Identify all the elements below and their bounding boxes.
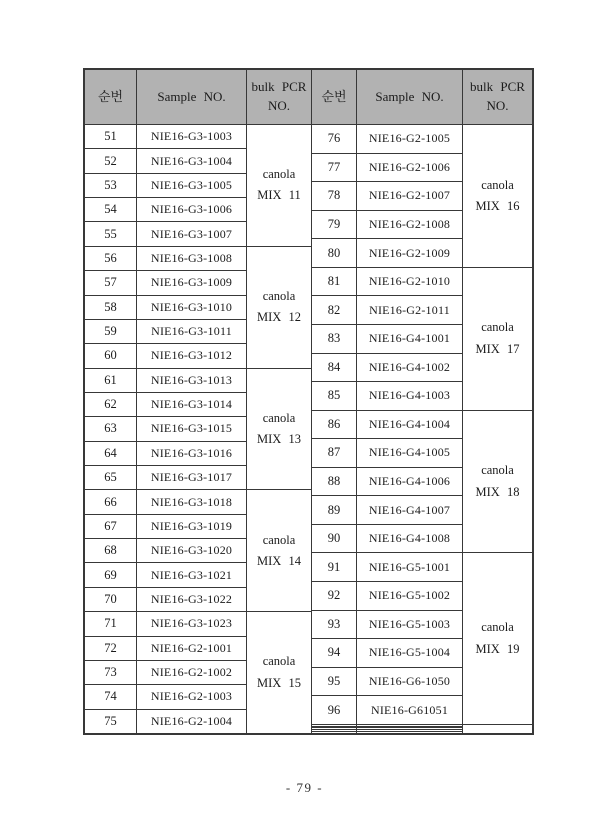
row-number-cell: 84 (312, 353, 357, 382)
sample-no-cell: NIE16-G3-1015 (137, 417, 247, 441)
bulk-pcr-cell (247, 368, 312, 490)
sample-no-cell: NIE16-G2-1009 (357, 239, 463, 268)
bulk-pcr-label-line1: canola (262, 654, 296, 669)
bulk-pcr-label-line1: canola (481, 463, 514, 478)
row-number-cell: 62 (85, 392, 137, 416)
sample-no-cell: NIE16-G2-1008 (357, 210, 463, 239)
row-number-cell: 75 (85, 709, 137, 733)
table-row (85, 612, 312, 636)
sample-pcr-table (83, 68, 534, 735)
bulk-pcr-label-line2: MIX 11 (257, 188, 301, 203)
row-number-cell: 86 (312, 410, 357, 439)
sample-no-cell: NIE16-G4-1008 (357, 524, 463, 553)
sample-no-cell: NIE16-G5-1004 (357, 639, 463, 668)
row-number-cell: 85 (312, 382, 357, 411)
header-row (312, 70, 533, 125)
row-number-cell: 57 (85, 271, 137, 295)
sample-no-cell: NIE16-G3-1017 (137, 466, 247, 490)
bulk-pcr-cell (247, 125, 312, 247)
bulk-pcr-label-line1: canola (481, 177, 514, 192)
bulk-pcr-label-line2: MIX 18 (475, 484, 520, 499)
row-number-cell: 69 (85, 563, 137, 587)
bulk-pcr-cell (463, 125, 533, 268)
sample-no-cell: NIE16-G3-1022 (137, 587, 247, 611)
sample-no-cell: NIE16-G4-1006 (357, 467, 463, 496)
header-sample-no: Sample NO. (357, 70, 463, 125)
sample-no-cell: NIE16-G3-1012 (137, 344, 247, 368)
row-number-cell: 51 (85, 125, 137, 149)
bulk-pcr-cell (247, 490, 312, 612)
sample-no-cell: NIE16-G3-1021 (137, 563, 247, 587)
sample-no-cell: NIE16-G2-1010 (357, 267, 463, 296)
row-number-cell: 88 (312, 467, 357, 496)
sample-no-cell: NIE16-G3-1018 (137, 490, 247, 514)
bulk-pcr-label-line2: MIX 13 (257, 431, 301, 446)
table-row (85, 490, 312, 514)
sample-no-cell: NIE16-G4-1005 (357, 439, 463, 468)
header-bulk-pcr (247, 70, 312, 125)
row-number-cell: 58 (85, 295, 137, 319)
header-bulk-pcr-line2: NO. (267, 98, 291, 113)
sample-no-cell: NIE16-G4-1001 (357, 324, 463, 353)
row-number-cell: 66 (85, 490, 137, 514)
row-number-cell: 71 (85, 612, 137, 636)
row-number-cell: 64 (85, 441, 137, 465)
row-number-cell: 77 (312, 153, 357, 182)
bulk-pcr-cell (463, 267, 533, 410)
bulk-pcr-label-line1: canola (262, 288, 296, 303)
bulk-pcr-label-line2: MIX 19 (475, 641, 520, 656)
header-seq: 순번 (85, 70, 137, 125)
sample-no-cell: NIE16-G3-1010 (137, 295, 247, 319)
sample-no-cell: NIE16-G3-1014 (137, 392, 247, 416)
sample-no-cell: NIE16-G2-1001 (137, 636, 247, 660)
bulk-pcr-label-line2: MIX 12 (257, 310, 301, 325)
sample-no-cell: NIE16-G3-1008 (137, 246, 247, 270)
sample-no-cell (357, 731, 463, 733)
bulk-pcr-cell (463, 410, 533, 553)
sample-no-cell: NIE16-G3-1003 (137, 125, 247, 149)
row-number-cell: 70 (85, 587, 137, 611)
bulk-pcr-cell (463, 553, 533, 724)
sample-no-cell: NIE16-G2-1002 (137, 660, 247, 684)
row-number-cell: 81 (312, 267, 357, 296)
row-number-cell: 91 (312, 553, 357, 582)
bulk-pcr-label-line2: MIX 14 (257, 553, 301, 568)
sample-no-cell: NIE16-G5-1002 (357, 582, 463, 611)
row-number-cell: 65 (85, 466, 137, 490)
sample-no-cell: NIE16-G3-1005 (137, 173, 247, 197)
header-bulk-pcr-line2: NO. (486, 98, 509, 113)
sample-no-cell: NIE16-G4-1004 (357, 410, 463, 439)
bulk-pcr-label-line1: canola (481, 320, 514, 335)
sample-no-cell: NIE16-G3-1011 (137, 319, 247, 343)
bulk-pcr-label-line2: MIX 17 (475, 341, 520, 356)
row-number-cell: 63 (85, 417, 137, 441)
row-number-cell: 92 (312, 582, 357, 611)
row-number-cell: 67 (85, 514, 137, 538)
bulk-pcr-label-line1: canola (481, 620, 514, 635)
row-number-cell: 60 (85, 344, 137, 368)
sample-no-cell: NIE16-G4-1002 (357, 353, 463, 382)
header-bulk-pcr-line1: bulk PCR (470, 79, 525, 95)
table-row (85, 125, 312, 149)
sample-no-cell: NIE16-G2-1011 (357, 296, 463, 325)
sample-no-cell: NIE16-G3-1009 (137, 271, 247, 295)
sample-no-cell: NIE16-G2-1004 (137, 709, 247, 733)
row-number-cell: 79 (312, 210, 357, 239)
row-number-cell: 80 (312, 239, 357, 268)
row-number-cell: 89 (312, 496, 357, 525)
table-row (85, 246, 312, 270)
header-row (85, 70, 312, 125)
sample-no-cell: NIE16-G3-1006 (137, 198, 247, 222)
row-number-cell: 94 (312, 639, 357, 668)
row-number-cell: 93 (312, 610, 357, 639)
bulk-pcr-cell (247, 612, 312, 734)
sample-no-cell: NIE16-G6-1050 (357, 667, 463, 696)
bulk-pcr-label-line1: canola (262, 532, 296, 547)
sample-no-cell: NIE16-G2-1006 (357, 153, 463, 182)
sample-no-cell: NIE16-G2-1003 (137, 685, 247, 709)
sample-no-cell: NIE16-G5-1001 (357, 553, 463, 582)
row-number-cell: 72 (85, 636, 137, 660)
sample-no-cell: NIE16-G3-1004 (137, 149, 247, 173)
row-number-cell: 74 (85, 685, 137, 709)
row-number-cell: 68 (85, 539, 137, 563)
table-row (85, 368, 312, 392)
row-number-cell: 54 (85, 198, 137, 222)
page-number: - 79 - (285, 780, 324, 795)
bulk-pcr-label-line1: canola (262, 167, 296, 182)
table-row (312, 125, 533, 154)
table-body-right (312, 125, 533, 734)
row-number-cell (312, 731, 357, 733)
sample-no-cell: NIE16-G3-1016 (137, 441, 247, 465)
row-number-cell: 76 (312, 125, 357, 154)
row-number-cell: 87 (312, 439, 357, 468)
sample-table-right (311, 69, 533, 734)
table-body-left (85, 125, 312, 734)
sample-no-cell: NIE16-G4-1003 (357, 382, 463, 411)
sample-no-cell: NIE16-G2-1005 (357, 125, 463, 154)
bulk-pcr-label-line2: MIX 15 (257, 675, 301, 690)
bulk-pcr-cell (463, 724, 533, 733)
sample-no-cell: NIE16-G3-1007 (137, 222, 247, 246)
row-number-cell: 95 (312, 667, 357, 696)
header-bulk-pcr (463, 70, 533, 125)
sample-no-cell: NIE16-G3-1019 (137, 514, 247, 538)
row-number-cell: 82 (312, 296, 357, 325)
row-number-cell: 59 (85, 319, 137, 343)
sample-no-cell: NIE16-G3-1013 (137, 368, 247, 392)
sample-table-left (84, 69, 312, 734)
header-seq: 순번 (312, 70, 357, 125)
bulk-pcr-label-line2: MIX 16 (475, 198, 520, 213)
header-bulk-pcr-line1: bulk PCR (251, 79, 307, 95)
sample-no-cell: NIE16-G3-1023 (137, 612, 247, 636)
row-number-cell: 53 (85, 173, 137, 197)
header-sample-no: Sample NO. (137, 70, 247, 125)
sample-no-cell: NIE16-G61051 (357, 696, 463, 725)
row-number-cell: 56 (85, 246, 137, 270)
row-number-cell: 52 (85, 149, 137, 173)
row-number-cell: 78 (312, 182, 357, 211)
sample-no-cell: NIE16-G2-1007 (357, 182, 463, 211)
bulk-pcr-label-line1: canola (262, 410, 296, 425)
sample-no-cell: NIE16-G4-1007 (357, 496, 463, 525)
sample-no-cell: NIE16-G3-1020 (137, 539, 247, 563)
row-number-cell: 73 (85, 660, 137, 684)
bulk-pcr-cell (247, 246, 312, 368)
row-number-cell: 61 (85, 368, 137, 392)
table-row (312, 553, 533, 582)
table-row (312, 267, 533, 296)
row-number-cell: 96 (312, 696, 357, 725)
row-number-cell: 55 (85, 222, 137, 246)
row-number-cell: 83 (312, 324, 357, 353)
table-row (312, 410, 533, 439)
sample-no-cell: NIE16-G5-1003 (357, 610, 463, 639)
row-number-cell: 90 (312, 524, 357, 553)
